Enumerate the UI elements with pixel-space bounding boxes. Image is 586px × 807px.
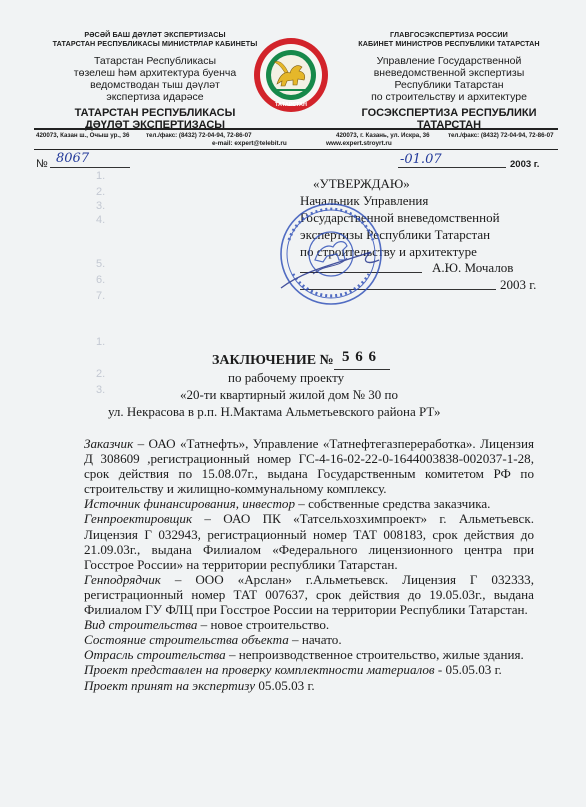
left-address: 420073, Казан ш., Очыш ур., 36 [36,132,130,139]
construction-state-paragraph [84,632,534,647]
header-right-line8: ТАТАРСТАН [416,119,482,131]
industry-label: Отрасль строительства [84,647,226,663]
document-body [84,436,534,693]
designer-text: – ОАО ПК «Татсельхозхимпроект» г. Альметьевск. Лицензия Г 032943, регистрационный номер ТАТ 008183, срок действия до 21.09.03г., выдана Филиалом «Федерального лицензионного центра при Госстрое России» на территории республики Татарстан. [84,511,534,572]
doc-number-line [50,167,130,168]
header-left-line7: ТАТАРСТАН РЕСПУБЛИКАСЫ [74,107,236,119]
approval-line4: по строительству и архитектуре [300,244,477,259]
financing-label: Источник финансирования, инвестор [84,496,295,512]
header-left-line3: Татарстан Республикасы [93,55,217,67]
accepted-label: Проект принят на экспертизу [84,677,256,693]
approval-line1: Начальник Управления [300,193,429,208]
date-handwritten: -01.07 [400,152,442,167]
construction-type-label: Вид строительства [84,617,198,633]
doc-number-label: № [36,158,48,170]
approval-line2: Государственной вневедомственной [300,210,500,225]
contractor-label: Генподрядчик [84,571,161,587]
accepted-text: 05.05.03 г. [255,677,315,693]
right-address: 420073, г. Казань, ул. Искра, 36 [336,132,430,139]
construction-type-text: – новое строительство. [197,617,330,633]
financing-paragraph [84,496,534,511]
header-left [36,30,274,131]
customer-label: Заказчик [84,436,134,451]
construction-state-label: Состояние строительства объекта [84,632,289,648]
conclusion-line3: ул. Некрасова в р.п. Н.Мактама Альметьевского района РТ» [108,404,441,419]
header-right-line6: по строительству и архитектуре [371,91,527,103]
header-right-line7: ГОСЭКСПЕРТИЗА РЕСПУБЛИКИ [361,107,537,119]
construction-type-paragraph [84,617,534,632]
email: e-mail: expert@telebit.ru [212,140,287,147]
customer-text: – ОАО «Татнефть», Управление «Татнефтегазпереработка». Лицензия Д 308609 ,регистрационный номер ГС-4-16-02-22-0-1644003838-002037-1-28, срок действия по 15.08.07г., выдана Государственным комитетом РФ по строительству и жилищно-коммунальному комплексу. [84,436,534,497]
website: www.expert.stroyrt.ru [326,140,392,147]
emblem-text: ТАТАРСТАН [274,102,308,108]
header-right-line4: вневедомственной экспертизы [373,67,525,79]
header-right-line3: Управление Государственной [376,55,522,67]
conclusion-line2: «20-ти квартирный жилой дом № 30 по [180,387,398,402]
header-left-line8: ДӘҮЛӘТ ЭКСПЕРТИЗАСЫ [84,119,226,131]
header-right-line2: КАБИНЕТ МИНИСТРОВ РЕСПУБЛИКИ ТАТАРСТАН [358,39,540,48]
conclusion-line1: по рабочему проекту [228,370,345,385]
approval-year: 2003 г. [500,277,537,292]
header-right-line1: ГЛАВГОСЭКСПЕРТИЗА РОССИИ [390,30,508,39]
contractor-paragraph [84,572,534,617]
approval-title: «УТВЕРЖДАЮ» [313,176,410,191]
construction-state-text: – начато. [288,632,342,648]
header-left-line2: ТАТАРСТАН РЕСПУБЛИКАСЫ МИНИСТРЛАР КАБИНЕТЫ [52,39,258,48]
right-phone: тел./факс: (8432) 72-04-94, 72-86-07 [448,132,554,139]
header-left-line4: төзелеш һәм архитектура буенча [73,67,237,79]
date-line [398,167,506,168]
submitted-label: Проект представлен на проверку комплектности материалов [84,662,435,678]
designer-paragraph [84,511,534,571]
document-page: 1. 2. 3. 4. 5. 6. 7. 1. 2. 3. РӘСӘЙ БАШ ДӘҮЛӘТ ЭКСПЕРТИЗАСЫ ТАТАРСТАН РЕСПУБЛИКАСЫ МИНИСТРЛАР КАБИНЕТЫ Татарстан Республикасы төзелеш һәм архитектура буенча ведомстводан тыш дәүләт экспертиза идарәсе ТАТАРСТАН РЕСПУБЛИКАСЫ ДӘҮЛӘТ ЭКСПЕРТИЗАСЫ ТАТАРСТАН ГЛАВГОСЭКСПЕРТИЗА РОССИИ КАБИНЕТ МИНИСТРОВ РЕСПУБЛИКИ ТАТАРСТАН Управление Государственной вневедомственной экспертизы Республики Татарстан по строительству и архитектуре ГОСЭКСПЕРТИЗА РЕСПУБЛИКИ ТАТАРСТАН 420073, Казан ш., Очыш ур., 36 тел./факс: (8432) 72-04-94, 72-86-07 420073, г. Казань, ул. Искра, 36 тел./факс: (8432) 72-04-94, 72-86-07 e-mail: expert@telebit.ru www.expert.stroyrt.ru № 8067 -01.07 2003 г. «УТВЕРЖДАЮ» Начальник Управления Государственной вневедомственной экспертизы Республики Татарстан по строительству и архитектуре А.Ю. Мочалов 2003 г. ЗАКЛЮЧЕНИЕ № 5 6 6 по рабочему проекту «20-ти квартирный жилой дом № 30 по ул. Некрасова в р.п. Н.Мактама Альметьевского района РТ» Заказчик – ОАО «Татнефть», Управление «Татнефтегазпереработка». Лицензия Д 308609 ,регистрационный номер ГС-4-16-02-22-0-1644003838-002037-1-28, срок действия по 15.08.07г., выдана Государственным комитетом РФ по строительству и жилищно-коммунальному комплексу. Источник финансирования, инвестор – собственные средства заказчика. Генпроектировщик – ОАО ПК «Татсельхозхимпроект» г. Альметьевск. Лицензия Г 032943, регистрационный номер ТАТ 008183, срок действия до 21.09.03г., выдана Филиалом «Федерального лицензионного центра при Госстрое России» на территории республики Татарстан. Генподрядчик – ООО «Арслан» г.Альметьевск. Лицензия Г 032333, регистрационный номер ТАТ 007637, срок действия до 19.05.03г., выдана Филиалом ГУ ФЛЦ при Госстрое России на территории Республики Татарстан. Вид строительства – новое строительство. Состояние строительства объекта – начато. Отрасль строительства – непроизводственное строительство, жилые здания. Проект представлен на проверку комплектности материалов - 05.05.03 г. Проект принят на экспертизу 05.05.03 г. [0,0,586,807]
conclusion-number: 5 6 6 [342,349,377,365]
conclusion-title: ЗАКЛЮЧЕНИЕ № [212,353,334,368]
official-seal-icon [275,200,387,308]
header-left-line1: РӘСӘЙ БАШ ДӘҮЛӘТ ЭКСПЕРТИЗАСЫ [84,30,226,39]
header-right-line5: Республики Татарстан [394,79,504,91]
approval-line3: экспертизы Республики Татарстан [300,227,491,242]
financing-text: – собственные средства заказчика. [295,496,491,512]
date-year: 2003 г. [510,159,540,170]
approval-name: А.Ю. Мочалов [432,260,514,275]
header-left-line5: ведомстводан тыш дәүләт [90,79,220,91]
left-phone: тел./факс: (8432) 72-04-94, 72-86-07 [146,132,252,139]
designer-label: Генпроектировщик [84,511,193,527]
tatarstan-emblem-icon [252,36,330,114]
header-left-line6: экспертиза идарәсе [106,91,204,103]
industry-text: – непроизводственное строительство, жилые здания. [225,647,524,663]
header-rule [34,128,558,130]
doc-number-handwritten: 8067 [56,151,90,166]
industry-paragraph [84,647,534,662]
contacts-rule [34,149,558,150]
customer-paragraph [84,436,534,496]
accepted-paragraph [84,678,534,693]
contractor-text: – ООО «Арслан» г.Альметьевск. Лицензия Г 032333, регистрационный номер ТАТ 007637, срок действия до 19.05.03г., выдана Филиалом ГУ ФЛЦ при Госстрое России на территории Республики Татарстан. [84,571,534,618]
submitted-text: - 05.05.03 г. [434,662,502,678]
submitted-paragraph [84,662,534,677]
header-right [330,30,568,131]
